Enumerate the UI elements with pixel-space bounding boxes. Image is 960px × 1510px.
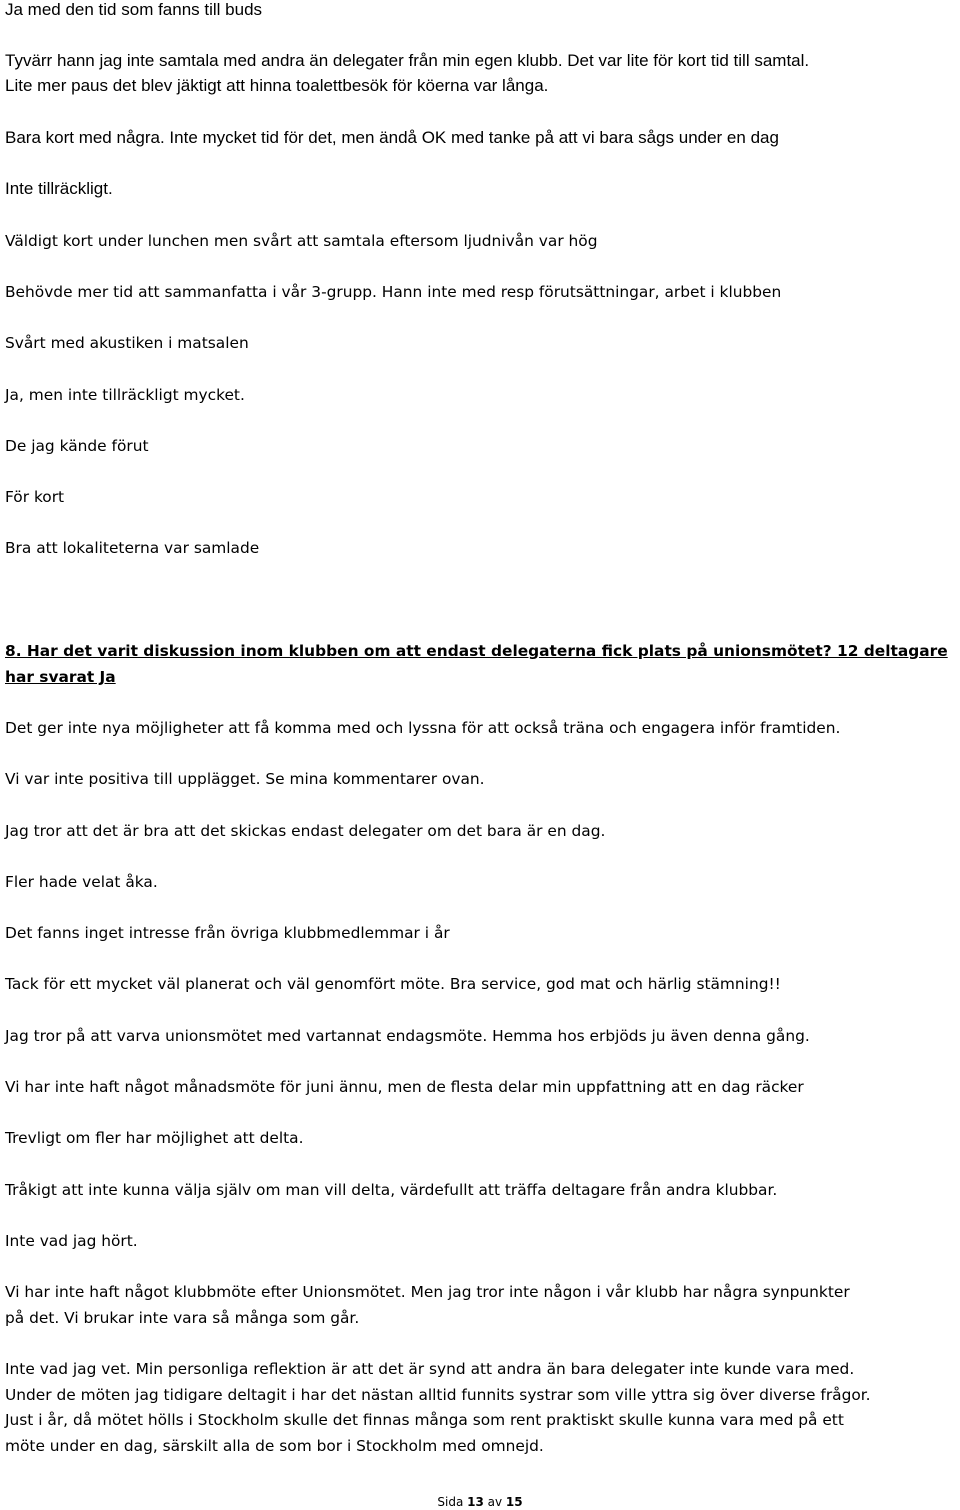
page-number-prefix: Sida xyxy=(437,1495,468,1509)
response-paragraph: Svårt med akustiken i matsalen xyxy=(5,334,249,352)
response-paragraph: Behövde mer tid att sammanfatta i vår 3-grupp. Hann inte med resp förutsättningar, arbet i klubben xyxy=(5,283,782,301)
total-page-count: 15 xyxy=(505,1495,523,1509)
response-paragraph: Jag tror på att varva unionsmötet med vartannat endagsmöte. Hemma hos erbjöds ju även denna gång. xyxy=(5,1027,810,1045)
response-paragraph: Tack för ett mycket väl planerat och väl genomfört möte. Bra service, god mat och härlig stämning!! xyxy=(5,975,781,993)
response-paragraph: Inte vad jag vet. Min personliga reflektion är att det är synd att andra än bara delegater inte kunde vara med. xyxy=(5,1360,855,1378)
response-paragraph: De jag kände förut xyxy=(5,437,149,455)
response-paragraph: Tråkigt att inte kunna välja själv om man vill delta, värdefullt att träffa deltagare från andra klubbar. xyxy=(5,1181,778,1199)
response-paragraph: Vi har inte haft något klubbmöte efter Unionsmötet. Men jag tror inte någon i vår klubb har några synpunkter xyxy=(5,1283,850,1301)
response-paragraph: Det ger inte nya möjligheter att få komma med och lyssna för att också träna och engagera inför framtiden. xyxy=(5,719,841,737)
response-paragraph: Lite mer paus det blev jäktigt att hinna toalettbesök för köerna var långa. xyxy=(5,76,549,95)
response-paragraph: på det. Vi brukar inte vara så många som går. xyxy=(5,1309,360,1327)
response-paragraph: Ja, men inte tillräckligt mycket. xyxy=(5,386,245,404)
current-page-number: 13 xyxy=(467,1495,484,1509)
response-paragraph: Trevligt om fler har möjlighet att delta. xyxy=(5,1129,304,1147)
response-paragraph: Det fanns inget intresse från övriga klubbmedlemmar i år xyxy=(5,924,450,942)
response-paragraph: För kort xyxy=(5,488,65,506)
response-paragraph: Vi har inte haft något månadsmöte för juni ännu, men de flesta delar min uppfattning att en dag räcker xyxy=(5,1078,804,1096)
response-paragraph: Ja med den tid som fanns till buds xyxy=(5,0,263,19)
page-number-separator: av xyxy=(483,1495,506,1509)
response-paragraph: Fler hade velat åka. xyxy=(5,873,158,891)
response-paragraph: Just i år, då mötet hölls i Stockholm skulle det finnas många som rent praktiskt skulle kunna vara med på ett xyxy=(5,1411,844,1429)
response-paragraph: Inte tillräckligt. xyxy=(5,179,113,198)
response-paragraph: Under de möten jag tidigare deltagit i har det nästan alltid funnits systrar som ville yttra sig över diverse frågor. xyxy=(5,1386,871,1404)
response-paragraph: Bara kort med några. Inte mycket tid för det, men ändå OK med tanke på att vi bara sågs under en dag xyxy=(5,128,779,147)
response-paragraph: Jag tror att det är bra att det skickas endast delegater om det bara är en dag. xyxy=(5,822,606,840)
response-paragraph: möte under en dag, särskilt alla de som bor i Stockholm med omnejd. xyxy=(5,1437,544,1455)
question-heading: 8. Har det varit diskussion inom klubben om att endast delegaterna fick plats på unionsmötet? 12 deltagare xyxy=(5,642,948,660)
response-paragraph: Tyvärr hann jag inte samtala med andra än delegater från min egen klubb. Det var lite för kort tid till samtal. xyxy=(5,51,810,70)
response-paragraph: Bra att lokaliteterna var samlade xyxy=(5,539,260,557)
response-paragraph: Vi var inte positiva till upplägget. Se mina kommentarer ovan. xyxy=(5,770,485,788)
response-paragraph: Väldigt kort under lunchen men svårt att samtala eftersom ljudnivån var hög xyxy=(5,232,598,250)
question-heading: har svarat Ja xyxy=(5,668,116,686)
page-footer xyxy=(0,1494,960,1510)
response-paragraph: Inte vad jag hört. xyxy=(5,1232,138,1250)
